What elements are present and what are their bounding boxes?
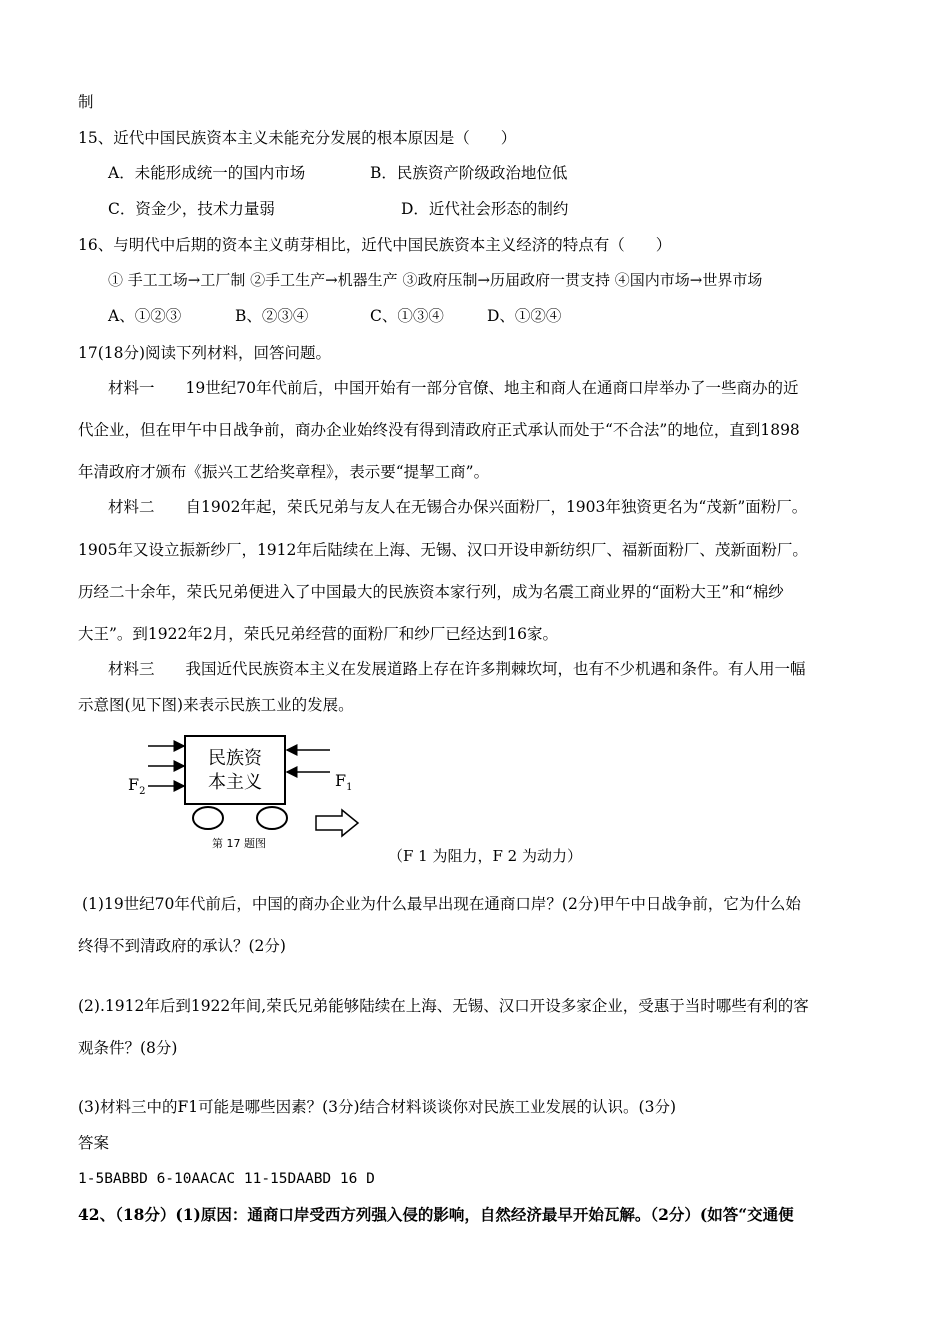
subquestion-3: (3)材料三中的F1可能是哪些因素？(3分)结合材料谈谈你对民族工业发展的认识。(3分) — [78, 1098, 676, 1116]
question-16-items: ① 手工工场→工厂制 ②手工生产→机器生产 ③政府压制→历届政府一贯支持 ④国内市场→世界市场 — [108, 271, 763, 289]
f2-label: $F_2$ — [128, 775, 146, 797]
box-label-2: 本主义 — [208, 772, 262, 793]
wheel — [193, 807, 223, 829]
subquestion-1: 终得不到清政府的承认？(2分) — [78, 937, 286, 955]
material-2-line: 1905年又设立振新纱厂，1912年后陆续在上海、无锡、汉口开设申新纺织厂、福新面粉厂、茂新面粉厂。 — [78, 541, 808, 559]
direction-arrow — [316, 810, 358, 836]
box — [185, 736, 285, 804]
material-2-line: 历经二十余年，荣氏兄弟便进入了中国最大的民族资本家行列，成为名震工商业界的“面粉大王”和“棉纱 — [78, 583, 784, 601]
force-diagram — [120, 730, 380, 860]
box-label-1: 民族资 — [208, 748, 262, 769]
figure-note: （F 1 为阻力，F 2 为动力） — [388, 847, 582, 865]
material-1-line: 代企业，但在甲午中日战争前，商办企业始终没有得到清政府正式承认而处于“不合法”的地位，直到1898 — [78, 421, 800, 439]
material-3-line: 示意图(见下图)来表示民族工业的发展。 — [78, 696, 354, 714]
question-15: 15、近代中国民族资本主义未能充分发展的根本原因是（ ） — [78, 129, 517, 147]
option-16-b: B、②③④ — [235, 307, 309, 325]
subquestion-1: (1)19世纪70年代前后，中国的商办企业为什么最早出现在通商口岸？(2分)甲午中日战争前，它为什么始 — [82, 895, 801, 913]
question-17: 17(18分)阅读下列材料，回答问题。 — [78, 344, 332, 362]
material-1-line: 年清政府才颁布《振兴工艺给奖章程》，表示要“提挈工商”。 — [78, 463, 490, 481]
subquestion-2: (2).1912年后到1922年间,荣氏兄弟能够陆续在上海、无锡、汉口开设多家企业，受惠于当时哪些有利的客 — [78, 997, 809, 1015]
option-15-d: D．近代社会形态的制约 — [401, 200, 569, 218]
option-15-b: B．民族资产阶级政治地位低 — [370, 164, 568, 182]
answer-keys: 1-5BABBD 6-10AACAC 11-15DAABD 16 D — [78, 1171, 375, 1187]
option-15-c: C．资金少，技术力量弱 — [108, 200, 275, 218]
subquestion-2: 观条件？(8分) — [78, 1039, 178, 1057]
material-3-line: 材料三 我国近代民族资本主义在发展道路上存在许多荆棘坎坷，也有不少机遇和条件。有人用一幅 — [108, 660, 806, 678]
option-16-a: A、①②③ — [108, 307, 182, 325]
option-16-d: D、①②④ — [487, 307, 562, 325]
figure-caption: 第 17 题图 — [212, 837, 266, 850]
f1-label: $F_1$ — [335, 771, 353, 793]
text-line: 制 — [78, 93, 94, 111]
material-2-line: 材料二 自1902年起，荣氏兄弟与友人在无锡合办保兴面粉厂，1903年独资更名为“茂新”面粉厂。 — [108, 498, 808, 516]
option-16-c: C、①③④ — [370, 307, 444, 325]
material-1-line: 材料一 19世纪70年代前后，中国开始有一部分官僚、地主和商人在通商口岸举办了一些商办的近 — [108, 379, 799, 397]
option-15-a: A．未能形成统一的国内市场 — [108, 164, 306, 182]
material-2-line: 大王”。到1922年2月，荣氏兄弟经营的面粉厂和纱厂已经达到16家。 — [78, 625, 558, 643]
answer-heading: 答案 — [78, 1134, 110, 1152]
wheel — [257, 807, 287, 829]
question-16: 16、与明代中后期的资本主义萌芽相比，近代中国民族资本主义经济的特点有（ ） — [78, 236, 672, 254]
answer-42: 42、（18分）(1)原因：通商口岸受西方列强入侵的影响，自然经济最早开始瓦解。（2分）(如答“交通便 — [78, 1205, 794, 1224]
